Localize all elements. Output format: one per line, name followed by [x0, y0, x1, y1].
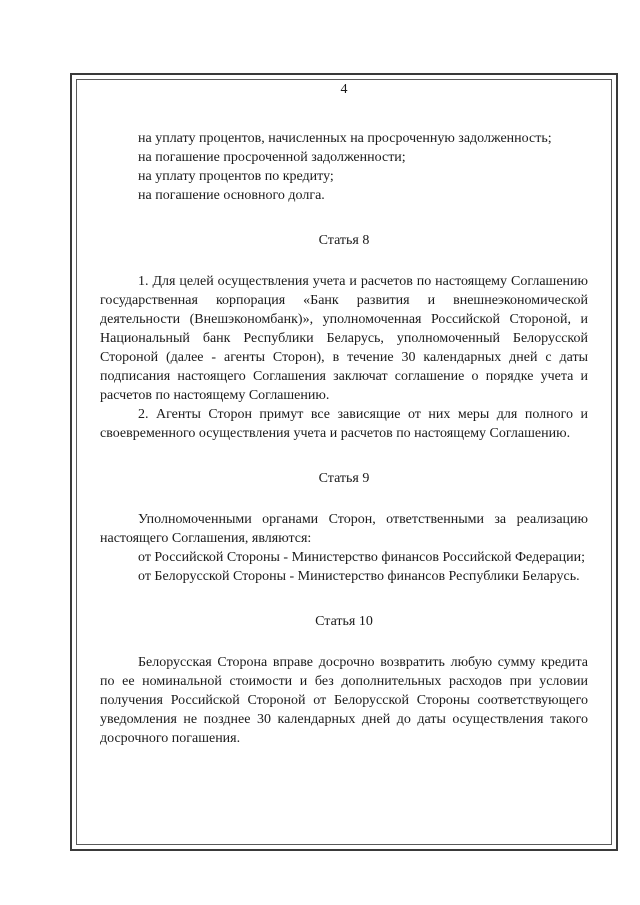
list-item: на уплату процентов по кредиту; — [138, 169, 334, 184]
article-8-paragraph-2: 2. Агенты Сторон примут все зависящие от них меры для полного и своевременного осуществления учета и расчетов по настоящему Соглашению. — [100, 407, 588, 441]
article-9-paragraph-3: от Белорусской Стороны - Министерство финансов Республики Беларусь. — [138, 569, 580, 584]
list-item: на погашение основного долга. — [138, 188, 325, 203]
document-body — [100, 80, 588, 748]
list-item: на погашение просроченной задолженности; — [138, 150, 406, 165]
article-8-paragraph-1: 1. Для целей осуществления учета и расчетов по настоящему Соглашению государственная корпорация «Банк развития и внешнеэкономической деятельности (Внешэкономбанк)», уполномоченная Российской Стороной, и Национальный банк Республики Беларусь, уполномоченный Белорусской Стороной (далее - агенты Сторон), в течение 30 календарных дней с даты подписания настоящего Соглашения заключат соглашение о порядке учета и расчетов по настоящему Соглашению. — [100, 274, 588, 403]
payment-order-list — [100, 129, 588, 205]
article-9-paragraph-1: Уполномоченными органами Сторон, ответственными за реализацию настоящего Соглашения, являются: — [100, 512, 588, 546]
article-9-paragraph-2: от Российской Стороны - Министерство финансов Российской Федерации; — [138, 550, 585, 565]
page-number: 4 — [340, 82, 348, 97]
article-9-heading: Статья 9 — [318, 471, 370, 486]
list-item: на уплату процентов, начисленных на просроченную задолженность; — [138, 131, 552, 146]
article-8-heading: Статья 8 — [318, 233, 370, 248]
article-10-paragraph-1: Белорусская Сторона вправе досрочно возвратить любую сумму кредита по ее номинальной стоимости и без дополнительных расходов при условии получения Российской Стороной от Белорусской Стороны соответствующего уведомления не позднее 30 календарных дней до даты осуществления такого досрочного погашения. — [100, 655, 588, 746]
article-10-heading: Статья 10 — [315, 614, 373, 629]
